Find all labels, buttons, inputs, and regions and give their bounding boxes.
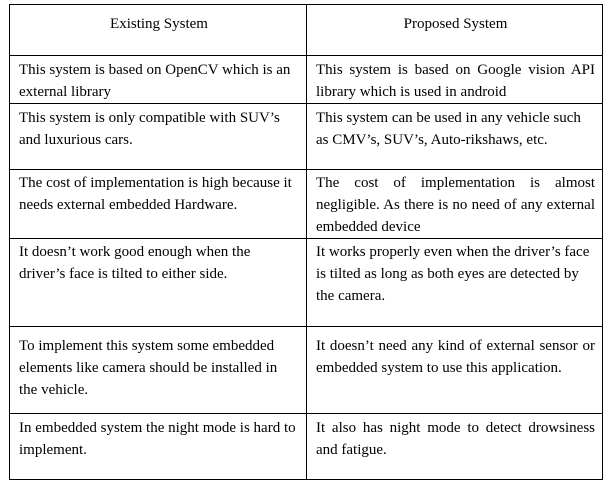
- proposed-text: It works properly even when the driver’s face is tilted as long as both eyes are detected by the camera.: [316, 244, 590, 304]
- table-row: [10, 239, 603, 327]
- proposed-cell: [307, 104, 603, 170]
- existing-cell: [10, 170, 307, 239]
- proposed-text: It doesn’t need any kind of external sensor or embedded system to use this application.: [316, 338, 595, 376]
- proposed-text: It also has night mode to detect drowsiness and fatigue.: [316, 420, 595, 458]
- existing-cell: [10, 56, 307, 104]
- proposed-cell: [307, 327, 603, 414]
- existing-text: In embedded system the night mode is hard to implement.: [19, 420, 296, 458]
- existing-text: This system is only compatible with SUV’s and luxurious cars.: [19, 110, 280, 148]
- comparison-table: [9, 4, 603, 480]
- existing-cell: [10, 414, 307, 480]
- table-header-row: [10, 5, 603, 56]
- proposed-text: This system is based on Google vision API library which is used in android: [316, 62, 595, 100]
- proposed-text: The cost of implementation is almost negligible. As there is no need of any external embedded device: [316, 175, 595, 235]
- proposed-cell: [307, 170, 603, 239]
- table-row: [10, 56, 603, 104]
- proposed-cell: [307, 239, 603, 327]
- existing-text: This system is based on OpenCV which is an external library: [19, 62, 291, 100]
- existing-cell: [10, 327, 307, 414]
- proposed-cell: [307, 56, 603, 104]
- table-row: [10, 170, 603, 239]
- proposed-text: This system can be used in any vehicle such as CMV’s, SUV’s, Auto-rikshaws, etc.: [316, 110, 581, 148]
- table-row: [10, 104, 603, 170]
- existing-text: The cost of implementation is high because it needs external embedded Hardware.: [19, 175, 292, 213]
- existing-text: To implement this system some embedded elements like camera should be installed in the vehicle.: [19, 338, 278, 398]
- proposed-cell: [307, 414, 603, 480]
- header-proposed-system: Proposed System: [307, 5, 603, 56]
- existing-cell: [10, 239, 307, 327]
- header-existing-system: Existing System: [10, 5, 307, 56]
- table-row: [10, 414, 603, 480]
- existing-cell: [10, 104, 307, 170]
- table-row: [10, 327, 603, 414]
- existing-text: It doesn’t work good enough when the driver’s face is tilted to either side.: [19, 244, 251, 282]
